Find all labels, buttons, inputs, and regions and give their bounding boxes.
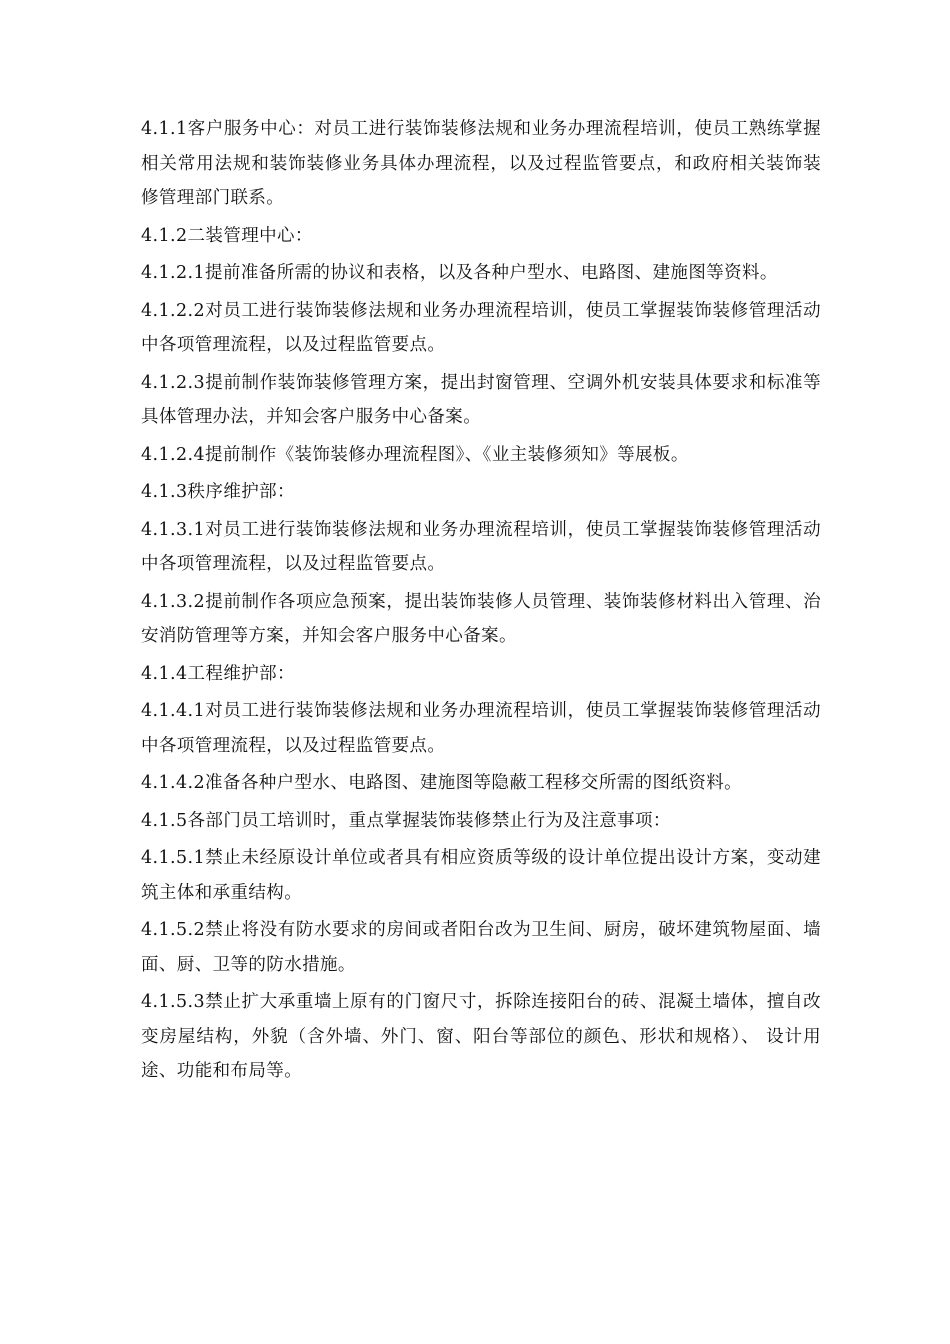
paragraph-4-1-2-1: 4.1.2.1提前准备所需的协议和表格，以及各种户型水、电路图、建施图等资料。 (141, 263, 778, 283)
paragraph-4-1-5-2: 4.1.5.2禁止将没有防水要求的房间或者阳台改为卫生间、厨房，破坏建筑物屋面、墙面、厨、卫等的防水措施。 (141, 920, 821, 975)
heading-4-1-3: 4.1.3秩序维护部： (141, 482, 295, 502)
heading-4-1-5: 4.1.5各部门员工培训时，重点掌握装饰装修禁止行为及注意事项： (141, 810, 671, 831)
paragraph-4-1-1: 4.1.1客户服务中心：对员工进行装饰装修法规和业务办理流程培训，使员工熟练掌握相关常用法规和装饰装修业务具体办理流程，以及过程监管要点，和政府相关装饰装修管理部门联系。 (141, 119, 821, 208)
heading-4-1-2: 4.1.2二装管理中心： (141, 225, 313, 246)
paragraph-4-1-3-1: 4.1.3.1对员工进行装饰装修法规和业务办理流程培训，使员工掌握装饰装修管理活动中各项管理流程，以及过程监管要点。 (141, 519, 821, 574)
paragraph-4-1-5-1: 4.1.5.1禁止未经原设计单位或者具有相应资质等级的设计单位提出设计方案，变动建筑主体和承重结构。 (141, 848, 821, 903)
paragraph-4-1-3-2: 4.1.3.2提前制作各项应急预案，提出装饰装修人员管理、装饰装修材料出入管理、治安消防管理等方案，并知会客户服务中心备案。 (141, 591, 821, 646)
paragraph-4-1-5-3: 4.1.5.3禁止扩大承重墙上原有的门窗尺寸，拆除连接阳台的砖、混凝土墙体，擅自改变房屋结构，外貌（含外墙、外门、窗、阳台等部位的颜色、形状和规格）、 设计用途、功能和布局等。 (141, 992, 821, 1081)
heading-4-1-4: 4.1.4工程维护部： (141, 663, 295, 684)
paragraph-4-1-2-3: 4.1.2.3提前制作装饰装修管理方案，提出封窗管理、空调外机安装具体要求和标准等具体管理办法，并知会客户服务中心备案。 (141, 372, 821, 427)
document-body (141, 112, 821, 1092)
paragraph-4-1-4-1: 4.1.4.1对员工进行装饰装修法规和业务办理流程培训，使员工掌握装饰装修管理活动中各项管理流程，以及过程监管要点。 (141, 701, 821, 756)
paragraph-4-1-2-2: 4.1.2.2对员工进行装饰装修法规和业务办理流程培训，使员工掌握装饰装修管理活动中各项管理流程，以及过程监管要点。 (141, 300, 821, 355)
paragraph-4-1-2-4: 4.1.2.4提前制作《装饰装修办理流程图》、《业主装修须知》等展板。 (141, 444, 689, 465)
paragraph-4-1-4-2: 4.1.4.2准备各种户型水、电路图、建施图等隐蔽工程移交所需的图纸资料。 (141, 773, 743, 793)
